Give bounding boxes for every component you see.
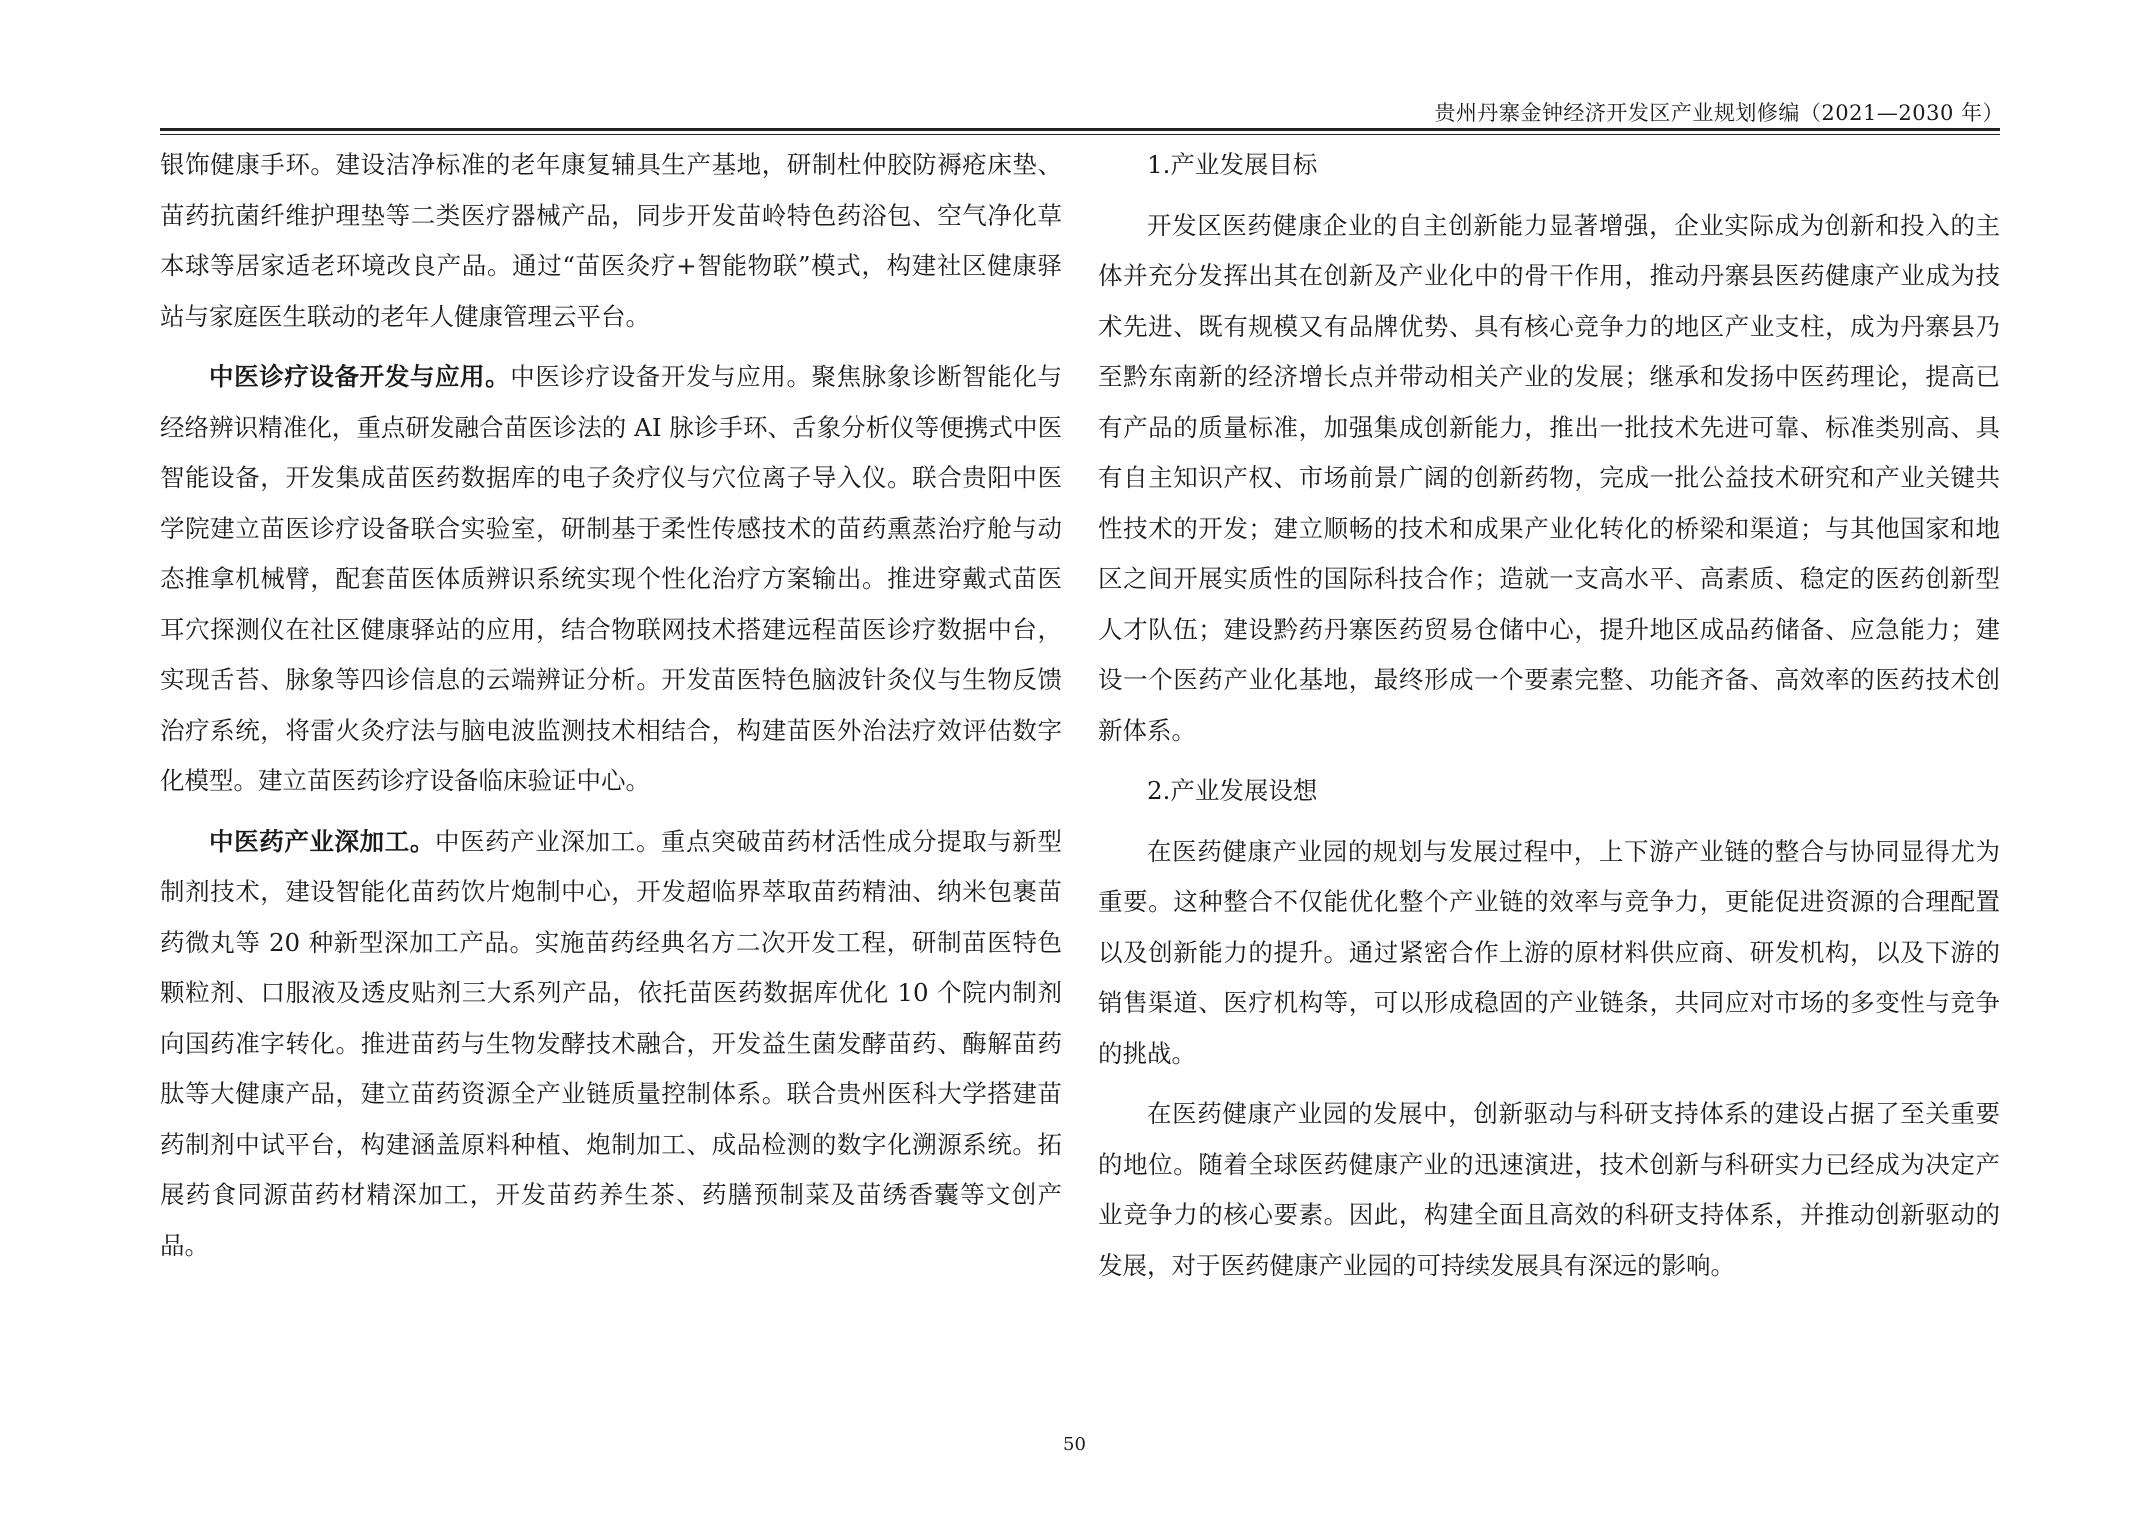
left-paragraph-2 [160, 352, 1062, 807]
right-paragraph-2: 在医药健康产业园的规划与发展过程中，上下游产业链的整合与协同显得尤为重要。这种整合不仅能优化整个产业链的效率与竞争力，更能促进资源的合理配置以及创新能力的提升。通过紧密合作上游的原材料供应商、研发机构，以及下游的销售渠道、医疗机构等，可以形成稳固的产业链条，共同应对市场的多变性与竞争的挑战。 [1098, 836, 2000, 1068]
header-title: 贵州丹寨金钟经济开发区产业规划修编（2021—2030 年） [1434, 101, 2004, 125]
left-column [160, 140, 1062, 1271]
header-rule-thick [160, 128, 2000, 131]
header-rule-thin [160, 134, 2000, 135]
right-paragraph-3: 在医药健康产业园的发展中，创新驱动与科研支持体系的建设占据了至关重要的地位。随着全球医药健康产业的迅速演进，技术创新与科研实力已经成为决定产业竞争力的核心要素。因此，构建全面且高效的科研支持体系，并推动创新驱动的发展，对于医药健康产业园的可持续发展具有深远的影响。 [1098, 1099, 2000, 1280]
right-paragraph-1: 开发区医药健康企业的自主创新能力显著增强，企业实际成为创新和投入的主体并充分发挥出其在创新及产业化中的骨干作用，推动丹寨县医药健康产业成为技术先进、既有规模又有品牌优势、具有核心竞争力的地区产业支柱，成为丹寨县乃至黔东南新的经济增长点并带动相关产业的发展；继承和发扬中医药理论，提高已有产品的质量标准，加强集成创新能力，推出一批技术先进可靠、标准类别高、具有自主知识产权、市场前景广阔的创新药物，完成一批公益技术研究和产业关键共性技术的开发；建立顺畅的技术和成果产业化转化的桥梁和渠道；与其他国家和地区之间开展实质性的国际科技合作；造就一支高水平、高素质、稳定的医药创新型人才队伍；建设黔药丹寨医药贸易仓储中心，提升地区成品药储备、应急能力；建设一个医药产业化基地，最终形成一个要素完整、功能齐备、高效率的医药技术创新体系。 [1098, 210, 2000, 745]
left-paragraph-3 [160, 817, 1062, 1272]
section-heading-deep-processing: 中医药产业深加工。 [209, 826, 435, 856]
heading-development-goals: 1.产业发展目标 [1147, 150, 1318, 179]
left-paragraph-2-body: 中医诊疗设备开发与应用。聚焦脉象诊断智能化与经络辨识精准化，重点研发融合苗医诊法的 AI 脉诊手环、舌象分析仪等便携式中医智能设备，开发集成苗医药数据库的电子灸疗仪与穴位离子导入仪。联合贵阳中医学院建立苗医诊疗设备联合实验室，研制基于柔性传感技术的苗药熏蒸治疗舱与动态推拿机械臂，配套苗医体质辨识系统实现个性化治疗方案输出。推进穿戴式苗医耳穴探测仪在社区健康驿站的应用，结合物联网技术搭建远程苗医诊疗数据中台，实现舌苔、脉象等四诊信息的云端辨证分析。开发苗医特色脑波针灸仪与生物反馈治疗系统，将雷火灸疗法与脑电波监测技术相结合，构建苗医外治法疗效评估数字化模型。建立苗医药诊疗设备临床验证中心。 [160, 362, 1063, 795]
section-heading-diagnostic-equipment: 中医诊疗设备开发与应用。 [209, 362, 511, 391]
left-paragraph-3-body: 中医药产业深加工。重点突破苗药材活性成分提取与新型制剂技术，建设智能化苗药饮片炮制中心，开发超临界萃取苗药精油、纳米包裹苗药微丸等 20 种新型深加工产品。实施苗药经典名方二次开发工程，研制苗医特色颗粒剂、口服液及透皮贴剂三大系列产品，依托苗医药数据库优化 10 个院内制剂向国药准字转化。推进苗药与生物发酵技术融合，开发益生菌发酵苗药、酶解苗药肽等大健康产品，建立苗药资源全产业链质量控制体系。联合贵州医科大学搭建苗药制剂中试平台，构建涵盖原料种植、炮制加工、成品检测的数字化溯源系统。拓展药食同源苗药材精深加工，开发苗药养生茶、药膳预制菜及苗绣香囊等文创产品。 [160, 826, 1063, 1260]
page-number: 50 [1063, 1434, 1086, 1455]
left-paragraph-1: 银饰健康手环。建设洁净标准的老年康复辅具生产基地，研制杜仲胶防褥疮床垫、苗药抗菌纤维护理垫等二类医疗器械产品，同步开发苗岭特色药浴包、空气净化草本球等居家适老环境改良产品。通过“苗医灸疗+智能物联”模式，构建社区健康驿站与家庭医生联动的老年人健康管理云平台。 [160, 150, 1062, 331]
right-column [1098, 140, 2000, 1291]
heading-development-concept: 2.产业发展设想 [1147, 776, 1318, 805]
